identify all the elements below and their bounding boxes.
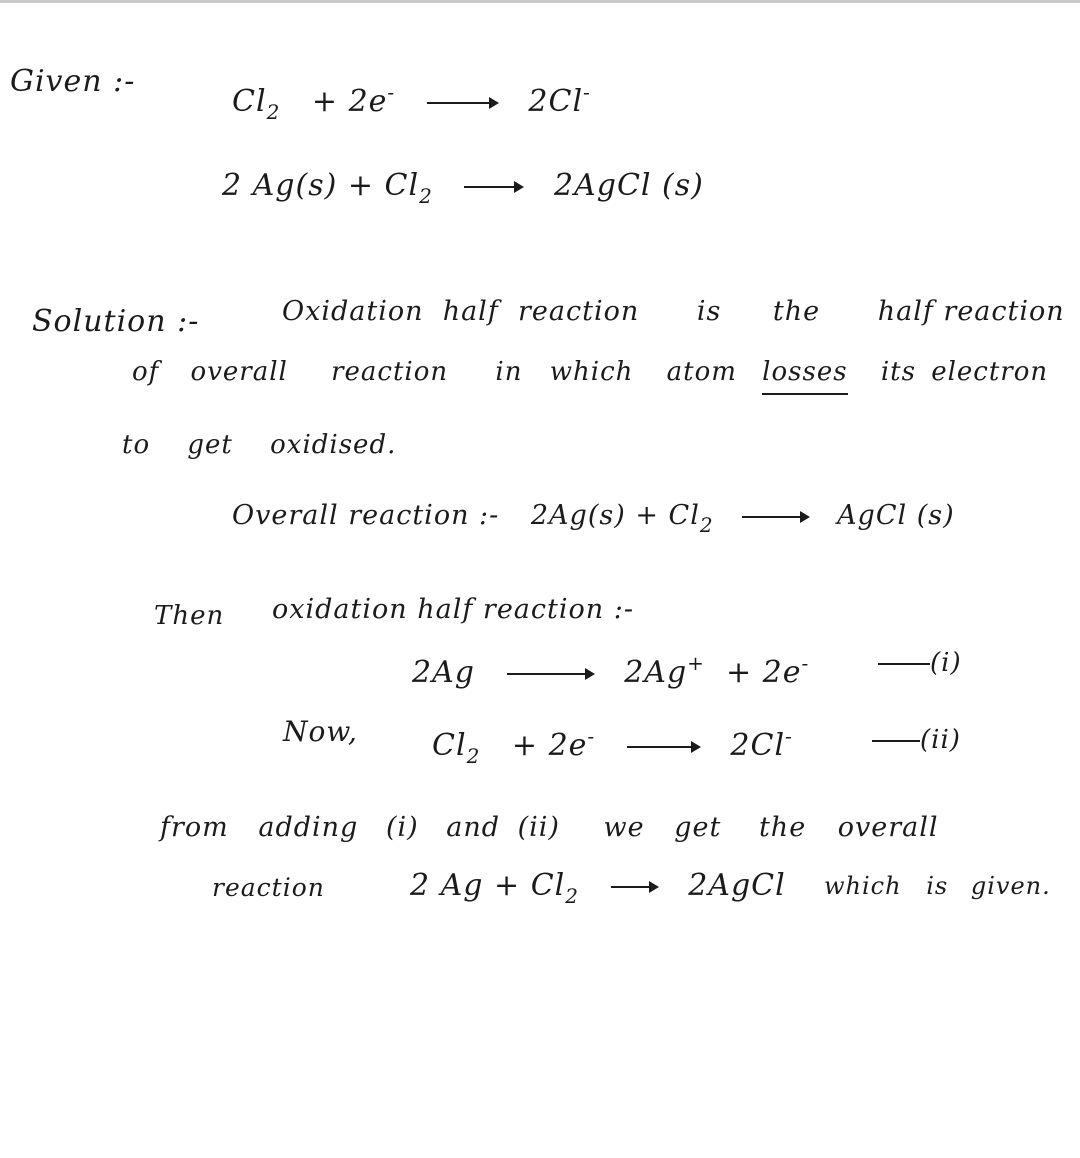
equation-i-tag: (i)	[878, 643, 962, 683]
word: (i)	[385, 812, 419, 843]
overall-label: Overall reaction :-	[232, 500, 500, 531]
word: get	[187, 430, 233, 460]
then-label: Then	[154, 601, 225, 631]
word: the	[758, 812, 807, 843]
conclusion-lhs: 2 Ag + Cl	[410, 868, 566, 903]
reaction-arrow-icon	[464, 186, 522, 188]
reaction-arrow-icon	[507, 673, 593, 675]
word: given.	[970, 872, 1051, 900]
eq-ii-rhs: 2Cl	[730, 728, 786, 763]
eq1-electrons: + 2e	[311, 84, 388, 119]
eq1-product: 2Cl	[528, 84, 584, 119]
word: oxidised.	[270, 430, 397, 460]
word: reaction	[331, 357, 449, 387]
word: reaction	[517, 296, 640, 327]
word: overall	[190, 357, 288, 387]
word: to	[122, 430, 151, 460]
eq1-reactant: Cl	[232, 84, 267, 119]
eq-i-tail: + 2e	[726, 655, 802, 690]
reaction-arrow-icon	[742, 516, 808, 518]
conclusion-reaction-label: reaction	[212, 873, 325, 902]
eq-ii-mid: + 2e	[511, 728, 588, 763]
half-reaction-label: oxidation half reaction :-	[272, 594, 634, 625]
eq2-rhs: 2AgCl (s)	[554, 168, 704, 203]
reaction-arrow-icon	[611, 886, 657, 888]
word: atom	[666, 357, 737, 387]
equation-ii-tag: (ii)	[872, 720, 961, 760]
conclusion-equation: 2 $Ag + Cl_2$ 2AgCl	[410, 868, 786, 908]
eq2-lhs: 2 Ag(s) + Cl	[222, 168, 420, 203]
overall-rhs: AgCl (s)	[837, 500, 955, 531]
definition-line-1	[282, 292, 1065, 332]
word: overall	[837, 812, 939, 843]
top-rule	[0, 0, 1080, 3]
word: losses	[762, 352, 847, 395]
equation-i: 2Ag 2Ag+ + 2e-	[412, 651, 810, 690]
conclusion-tail	[824, 866, 1051, 906]
now-label: Now,	[283, 715, 358, 748]
reaction-arrow-icon	[627, 746, 699, 748]
word: half reaction	[877, 296, 1065, 327]
conclusion-line-1	[160, 808, 939, 848]
word: of	[132, 357, 160, 387]
definition-line-2	[132, 352, 1048, 395]
word: adding	[258, 812, 359, 843]
tag-dash	[878, 663, 930, 665]
word: which	[824, 872, 902, 900]
word: (ii)	[517, 812, 560, 843]
word: half	[442, 296, 499, 327]
word: in	[495, 357, 523, 387]
overall-lhs: 2Ag(s) + Cl	[530, 500, 700, 531]
word: from	[160, 812, 229, 843]
tag-dash	[872, 740, 920, 742]
eq-i-rhs: 2Ag	[624, 655, 688, 690]
reaction-arrow-icon	[427, 102, 497, 104]
word: get	[674, 812, 722, 843]
word: and	[446, 812, 501, 843]
word: electron	[931, 357, 1049, 387]
given-equation-2: 2 $Ag(s) + Cl_2$ 2AgCl (s)	[222, 168, 704, 208]
word: is	[926, 872, 949, 900]
overall-reaction-line: Overall reaction :- $2Ag(s) + Cl_2$ AgCl (s)	[232, 500, 955, 537]
word: the	[772, 296, 821, 327]
equation-ii: $Cl_2$ + 2e- 2Cl-	[432, 724, 793, 768]
word: is	[696, 296, 722, 327]
given-equation-1: $Cl_2$ + 2e- 2Cl-	[232, 80, 591, 124]
eq-ii-lhs: Cl	[432, 728, 467, 763]
word: which	[549, 357, 634, 387]
solution-label: Solution :-	[32, 304, 200, 339]
definition-line-3	[122, 425, 396, 465]
given-label: Given :-	[10, 64, 136, 99]
word: Oxidation	[282, 296, 424, 327]
word: its	[880, 357, 916, 387]
eq-i-lhs: 2Ag	[412, 655, 475, 690]
word: we	[603, 812, 645, 843]
conclusion-rhs: 2AgCl	[688, 868, 786, 903]
